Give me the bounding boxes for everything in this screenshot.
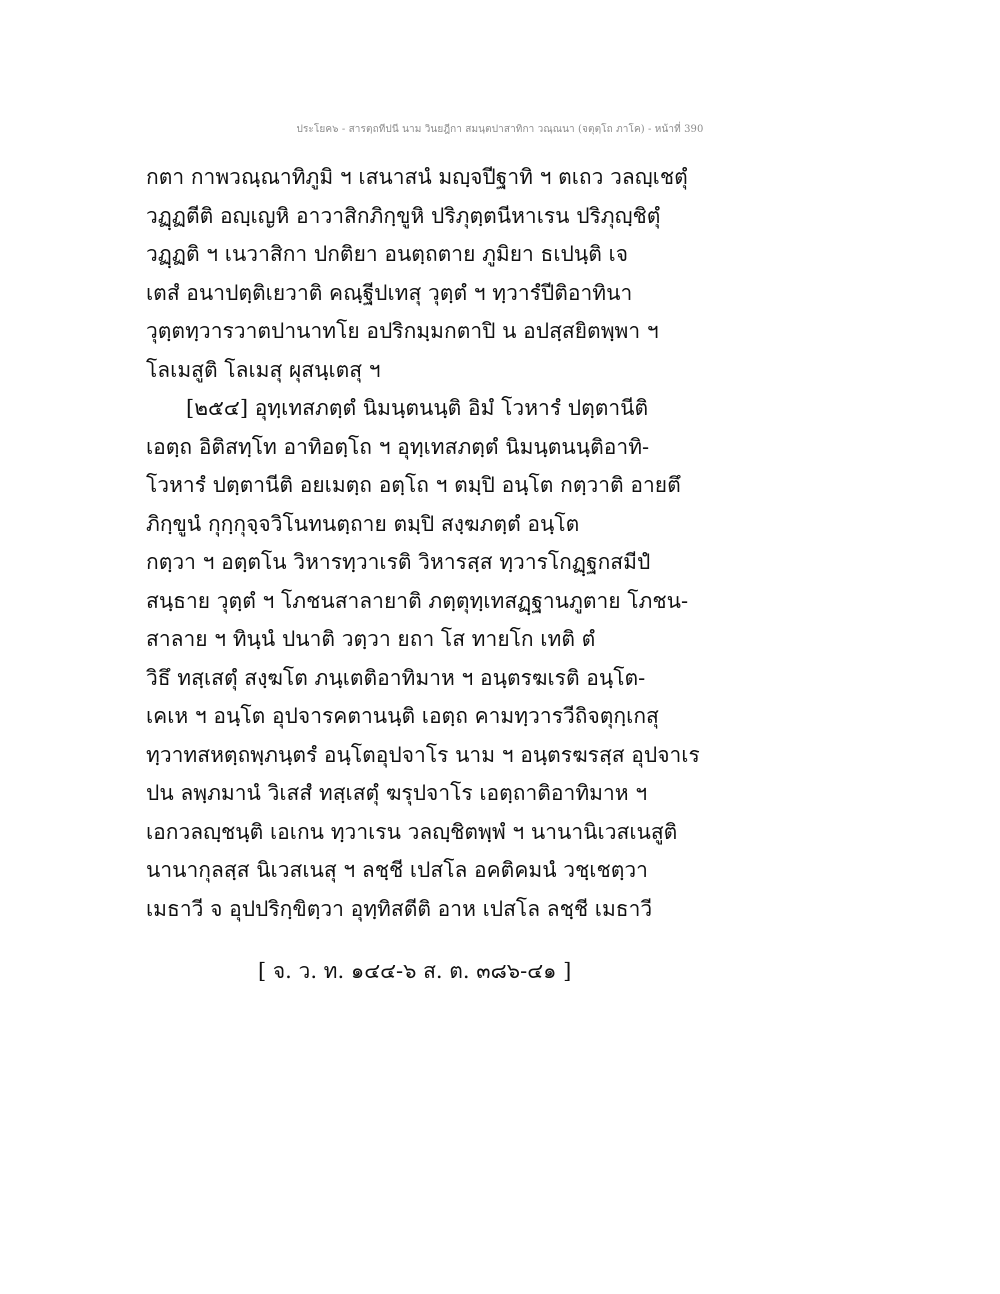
text-line: กตา กาพวณฺณาทิภูมิ ฯ เสนาสนํ มญฺจปีฐาทิ ฯ ตเถว วลญฺเชตุํ bbox=[146, 165, 688, 189]
text-line: เคเห ฯ อนฺโต อุปจารคตานนฺติ เอตฺถ คามทฺวารวีถิจตุกฺเกสุ bbox=[146, 704, 659, 728]
running-header: ประโยค๖ - สารตฺถทีปนี นาม วินยฎีกา สมนฺตปาสาทิกา วณฺณนา (จตุตฺโถ ภาโค) - หน้าที่ 390 bbox=[296, 124, 704, 135]
text-line: สนฺธาย วุตฺตํ ฯ โภชนสาลายาติ ภตฺตุทฺเทสฏฺฐานภูตาย โภชน- bbox=[146, 588, 689, 613]
text-line: เอตฺถ อิติสทฺโท อาทิอตฺโถ ฯ อุทฺเทสภตฺตํ นิมนฺตนนฺติอาทิ- bbox=[146, 434, 650, 459]
text-line: วุตฺตทฺวารวาตปานาทโย อปริกมฺมกตาปิ น อปสฺสยิตพฺพา ฯ bbox=[146, 319, 659, 343]
text-line: สาลาย ฯ ทินฺนํ ปนาติ วตฺวา ยถา โส ทายโก เทติ ตํ bbox=[146, 627, 596, 651]
text-line: วิธึ ทสฺเสตุํ สงฺฆโต ภนฺเตติอาทิมาห ฯ อนฺตรฆเรติ อนฺโต- bbox=[146, 665, 646, 690]
text-line: วฏฺฏติ ฯ เนวาสิกา ปกติยา อนตฺถตาย ภูมิยา ธเปนฺติ เจ bbox=[146, 242, 629, 266]
text-line: นานากุลสฺส นิเวสเนสุ ฯ ลชฺชี เปสโล อคติคมนํ วชฺเชตฺวา bbox=[146, 858, 648, 882]
text-line: เมธาวี จ อุปปริกฺขิตฺวา อุทฺทิสตีติ อาห เปสโล ลชฺชี เมธาวี bbox=[146, 896, 653, 921]
text-line: ทฺวาทสหตฺถพฺภนฺตรํ อนฺโตอุปจาโร นาม ฯ อนฺตรฆรสฺส อุปจาเร bbox=[146, 742, 700, 767]
text-line: กตฺวา ฯ อตฺตโน วิหารทฺวาเรติ วิหารสฺส ทฺวารโกฏฺฐกสมีปํ bbox=[146, 550, 651, 574]
main-text bbox=[146, 158, 866, 928]
text-line: วฏฺฏตีติ อญฺเญหิ อาวาสิกภิกฺขูหิ ปริภุตฺตนีหาเรน ปริภุญฺชิตุํ bbox=[146, 203, 661, 228]
text-line: โวหารํ ปตฺตานีติ อยเมตฺถ อตฺโถ ฯ ตมฺปิ อนฺโต กตฺวาติ อายตึ bbox=[146, 473, 681, 497]
text-line: เตสํ อนาปตฺติเยวาติ คณฺฐีปเทสุ วุตฺตํ ฯ ทฺวารํปีติอาทินา bbox=[146, 280, 633, 305]
paragraph-start-line: [๒๕๔] อุทฺเทสภตฺตํ นิมนฺตนนฺติ อิมํ โวหารํ ปตฺตานีติ bbox=[186, 396, 649, 420]
text-line: เอกวลญฺชนฺติ เอเกน ทฺวาเรน วลญฺชิตพฺพํ ฯ นานานิเวสเนสูติ bbox=[146, 819, 678, 844]
text-line: ภิกฺขูนํ กุกฺกุจฺจวิโนทนตฺถาย ตมฺปิ สงฺฆภตฺตํ อนฺโต bbox=[146, 511, 580, 536]
source-reference: [ จ. ว. ท. ๑๔๔-๖ ส. ต. ๓๘๖-๔๑ ] bbox=[258, 959, 572, 983]
text-line: โลเมสูติ โลเมสุ ผุสนฺเตสุ ฯ bbox=[146, 357, 381, 382]
text-line: ปน ลพฺภมานํ วิเสสํ ทสฺเสตุํ ฆรุปจาโร เอตฺถาติอาทิมาห ฯ bbox=[146, 781, 648, 805]
